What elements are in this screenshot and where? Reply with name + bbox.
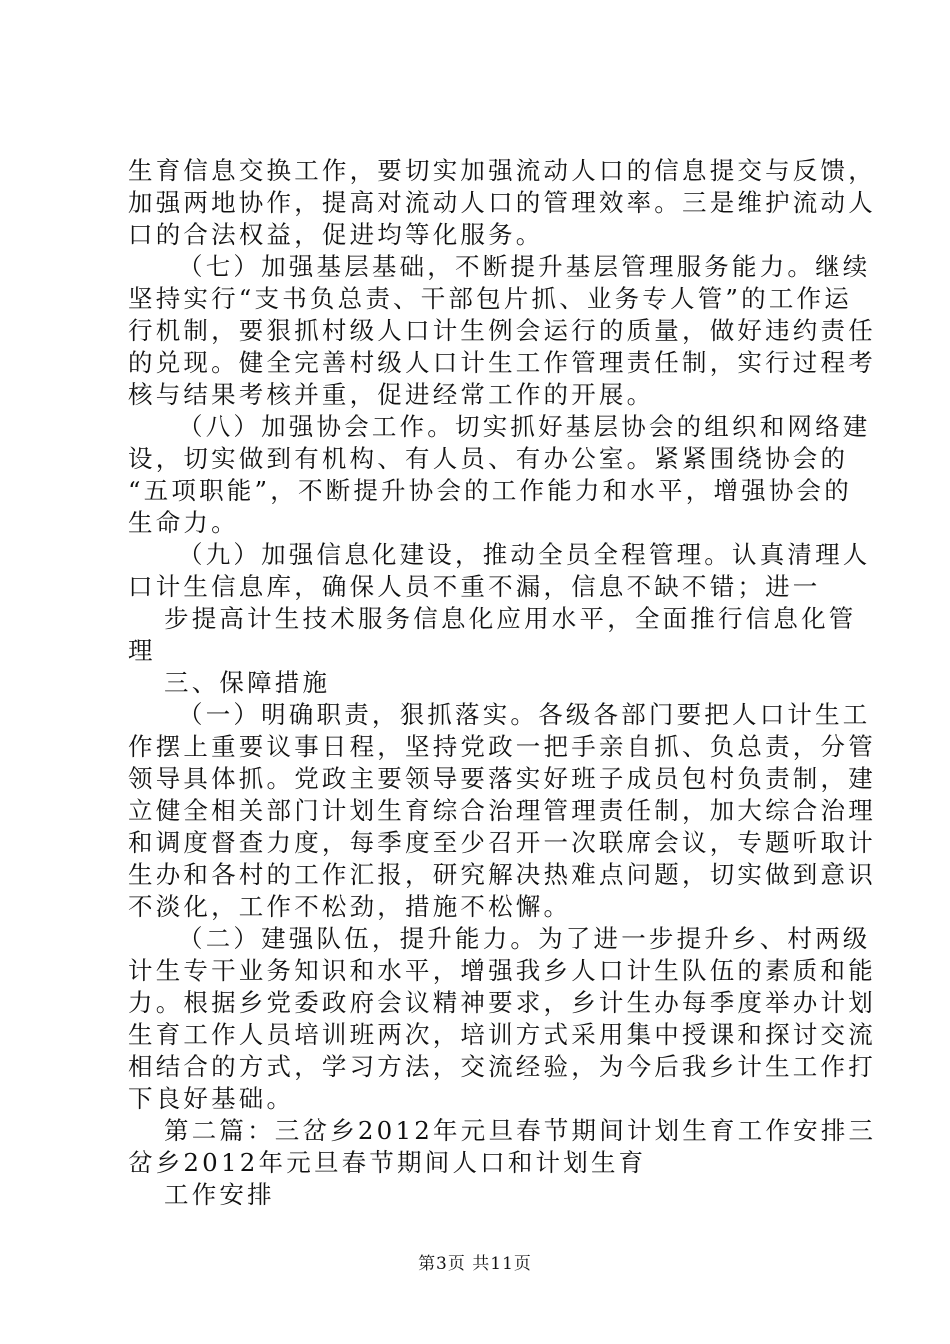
text-line: 加强两地协作，提高对流动人口的管理效率。三是维护流动人 (128, 188, 876, 217)
paragraph-heading-line: （九）加强信息化建设，推动全员全程管理。认真清理人 (178, 540, 871, 569)
text-line: 步提高计生技术服务信息化应用水平，全面推行信息化管 (164, 604, 857, 633)
text-line: 立健全相关部门计划生育综合治理管理责任制，加大综合治理 (128, 796, 876, 825)
section-heading: 三、保障措施 (164, 668, 331, 697)
text-line: 生办和各村的工作汇报，研究解决热难点问题，切实做到意识 (128, 860, 876, 889)
page-number: 第3页 共11页 (418, 1254, 532, 1274)
text-line: 下良好基础。 (128, 1084, 295, 1113)
paragraph-heading-line: （一）明确职责，狠抓落实。各级各部门要把人口计生工 (178, 700, 871, 729)
text-line: 不淡化，工作不松劲，措施不松懈。 (128, 892, 572, 921)
chapter-title-line: 岔乡2012年元旦春节期间人口和计划生育 (128, 1148, 647, 1177)
text-line: 的兑现。健全完善村级人口计生工作管理责任制，实行过程考 (128, 348, 876, 377)
document-body (128, 155, 877, 1211)
text-line: 行机制，要狠抓村级人口计生例会运行的质量，做好违约责任 (128, 316, 876, 345)
chapter-title-line: 第二篇：三岔乡2012年元旦春节期间计划生育工作安排三 (164, 1116, 877, 1145)
text-line: 力。根据乡党委政府会议精神要求，乡计生办每季度举办计划 (128, 988, 876, 1017)
text-line: 生育工作人员培训班两次，培训方式采用集中授课和探讨交流 (128, 1020, 876, 1049)
text-line: 计生专干业务知识和水平，增强我乡人口计生队伍的素质和能 (128, 956, 876, 985)
text-line: 和调度督查力度，每季度至少召开一次联席会议，专题听取计 (128, 828, 876, 857)
text-line: 口计生信息库，确保人员不重不漏，信息不缺不错；进一 (128, 572, 821, 601)
text-line: 领导具体抓。党政主要领导要落实好班子成员包村负责制，建 (128, 764, 876, 793)
paragraph-heading-line: （七）加强基层基础，不断提升基层管理服务能力。继续 (178, 252, 871, 281)
text-line: 作摆上重要议事日程，坚持党政一把手亲自抓、负总责，分管 (128, 732, 876, 761)
text-line: 理 (128, 636, 156, 665)
text-line: 生育信息交换工作，要切实加强流动人口的信息提交与反馈， (128, 156, 876, 185)
text-line: 相结合的方式，学习方法，交流经验，为今后我乡计生工作打 (128, 1052, 876, 1081)
text-line: 口的合法权益，促进均等化服务。 (128, 220, 544, 249)
text-line: “五项职能”，不断提升协会的工作能力和水平，增强协会的 (128, 476, 852, 505)
text-line: 设，切实做到有机构、有人员、有办公室。紧紧围绕协会的 (128, 444, 849, 473)
text-line: 核与结果考核并重，促进经常工作的开展。 (128, 380, 655, 409)
paragraph-heading-line: （二）建强队伍，提升能力。为了进一步提升乡、村两级 (178, 924, 871, 953)
paragraph-heading-line: （八）加强协会工作。切实抓好基层协会的组织和网络建 (178, 412, 871, 441)
text-line: 生命力。 (128, 508, 239, 537)
text-line: 坚持实行“支书负总责、干部包片抓、业务专人管”的工作运 (128, 284, 852, 313)
chapter-title-line: 工作安排 (164, 1180, 275, 1209)
